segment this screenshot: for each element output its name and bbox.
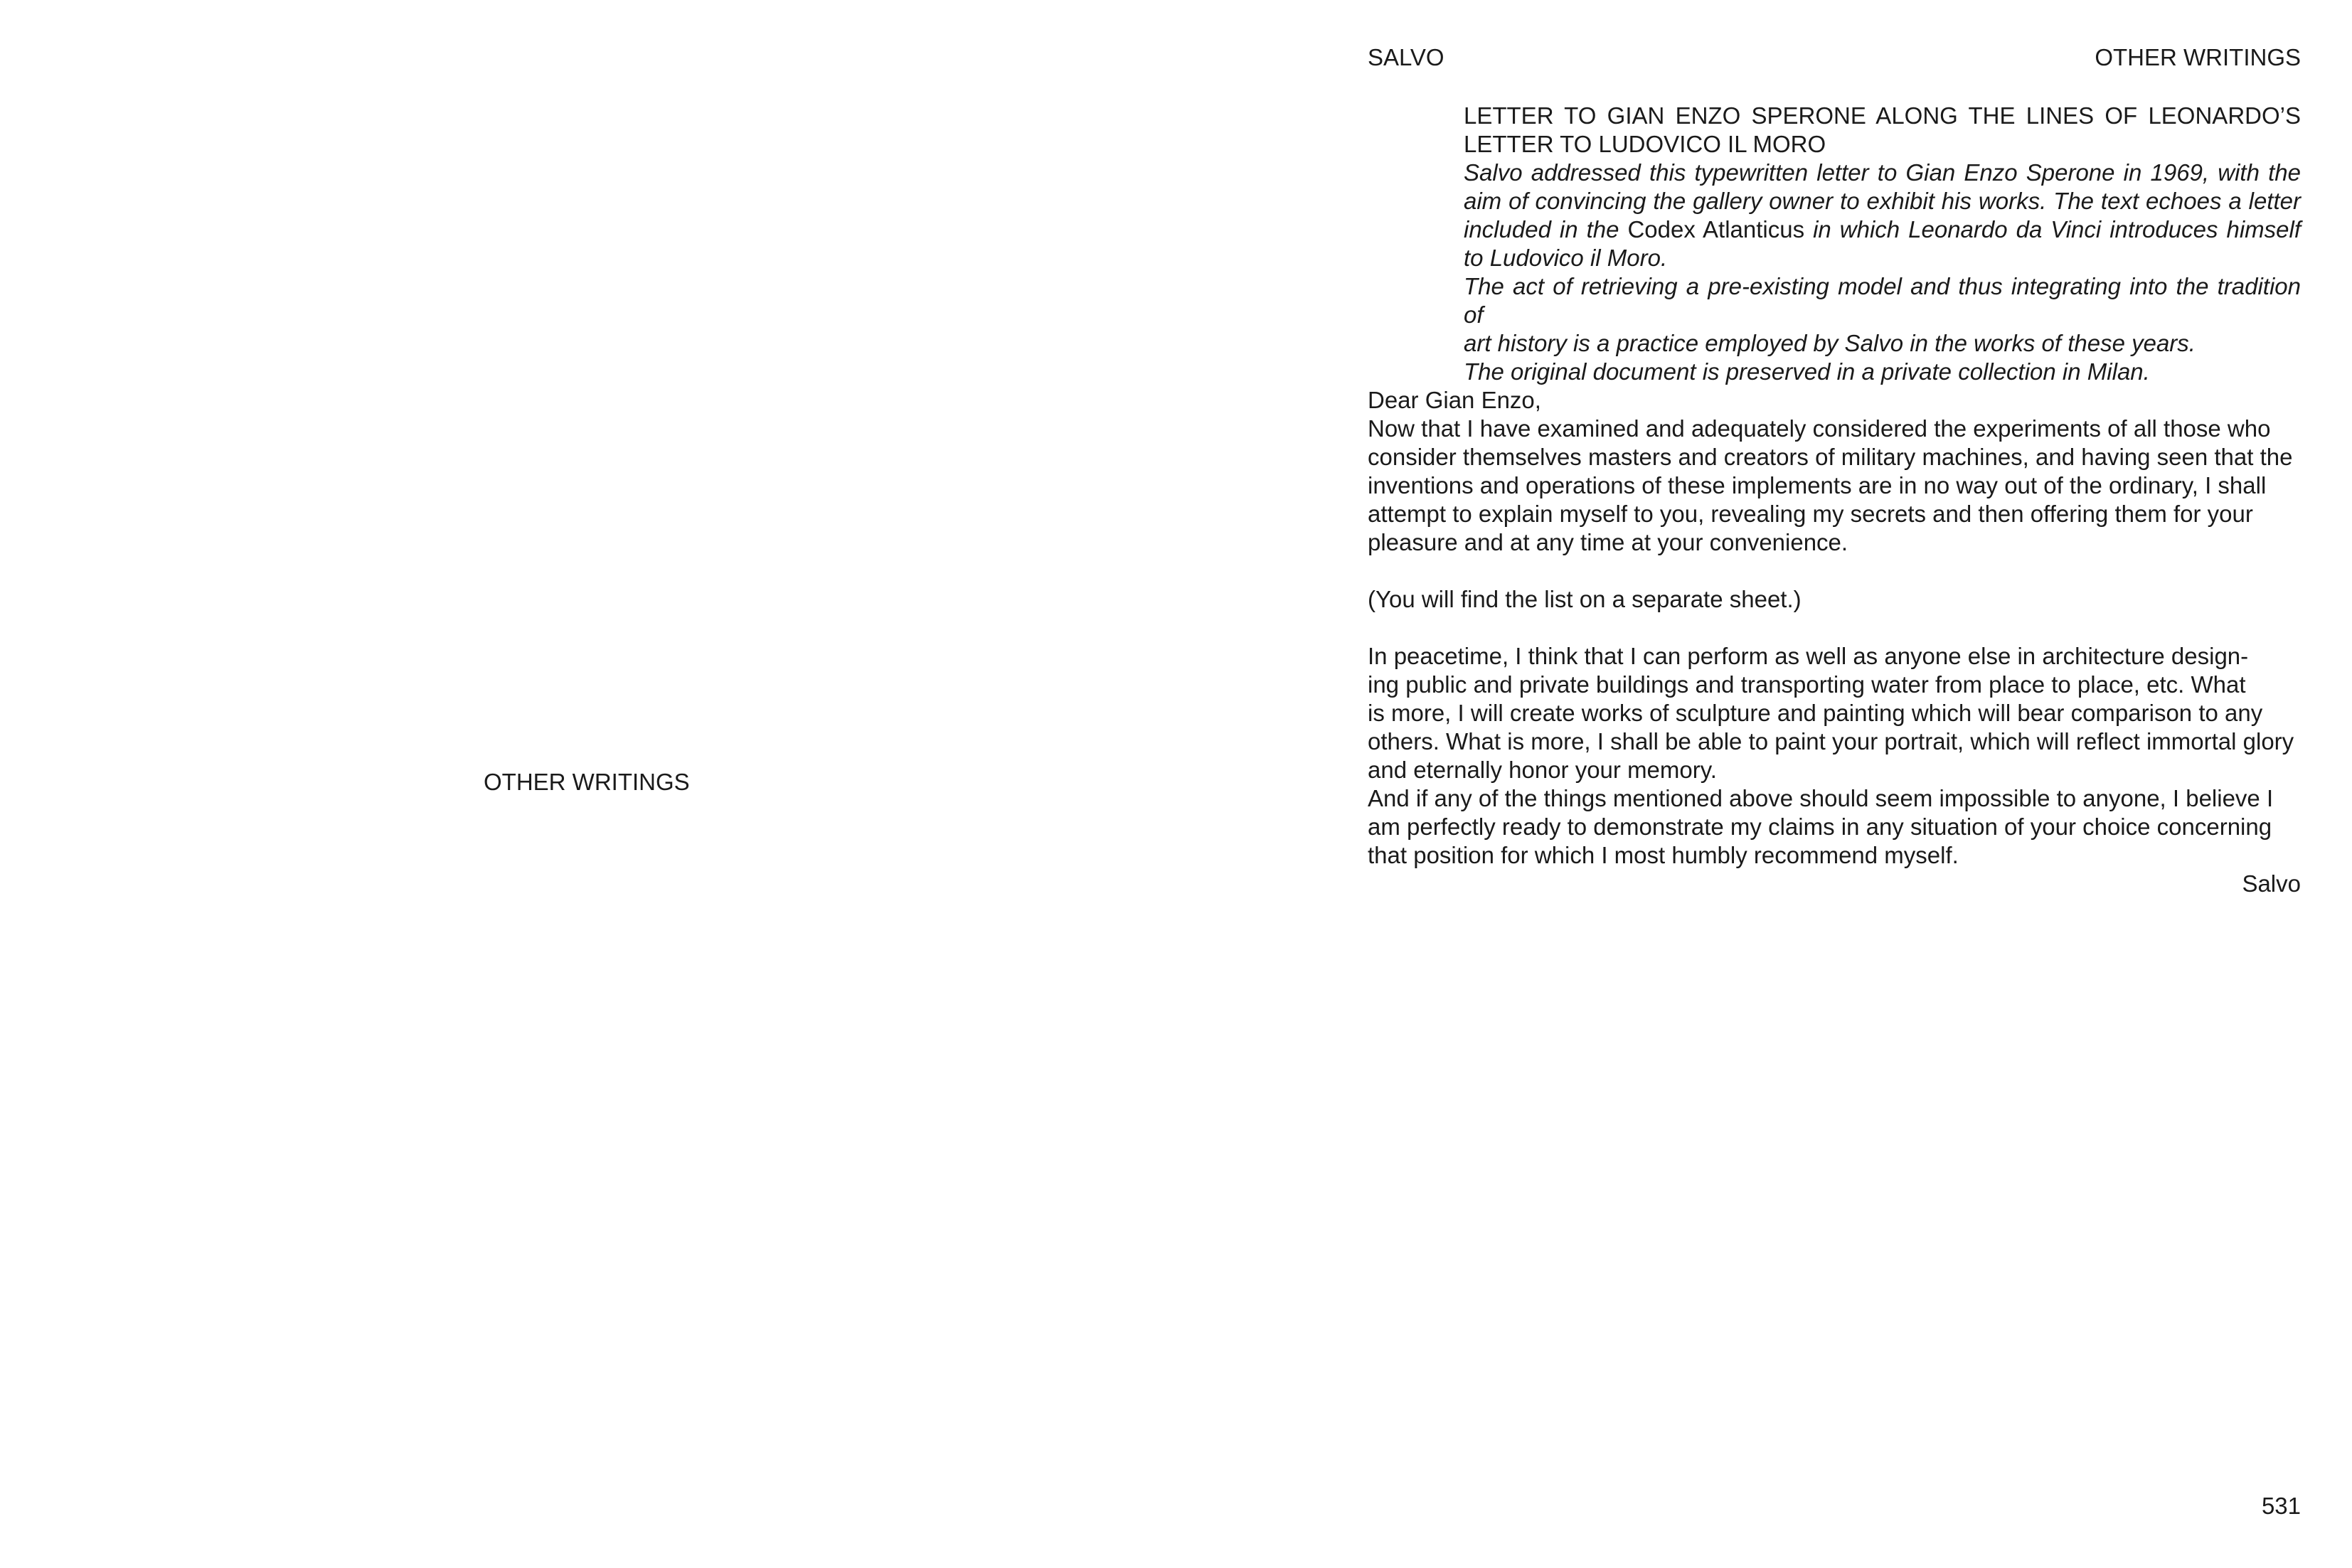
letter-line: And if any of the things mentioned above should seem impossible to anyone, I believe I	[1368, 785, 2274, 811]
intro-line: to Ludovico il Moro.	[1464, 245, 1668, 271]
intro-line: included in the Codex Atlanticus in which Leonardo da Vinci introduces himself	[1464, 216, 2301, 242]
running-header-author: SALVO	[1368, 44, 1444, 70]
title-and-intro-block	[1464, 102, 2301, 386]
letter-line: inventions and operations of these implements are in no way out of the ordinary, I shall	[1368, 472, 2267, 498]
intro-line: art history is a practice employed by Salvo in the works of these years.	[1464, 330, 2196, 356]
letter-line: that position for which I most humbly recommend myself.	[1368, 842, 1959, 868]
running-header-section: OTHER WRITINGS	[2095, 44, 2301, 70]
blank-line	[1368, 557, 2301, 585]
letter-line: consider themselves masters and creators of military machines, and having seen that the	[1368, 444, 2293, 470]
blank-line	[1368, 614, 2301, 642]
letter-line: (You will find the list on a separate sheet.)	[1368, 586, 1802, 612]
letter-line: and eternally honor your memory.	[1368, 757, 1717, 783]
letter-line: Dear Gian Enzo,	[1368, 387, 1541, 413]
letter-line: am perfectly ready to demonstrate my claims in any situation of your choice concerning	[1368, 814, 2272, 840]
intro-line: Salvo addressed this typewritten letter to Gian Enzo Sperone in 1969, with the	[1464, 159, 2301, 186]
letter-line: is more, I will create works of sculpture and painting which will bear comparison to any	[1368, 700, 2263, 726]
title-line: LETTER TO LUDOVICO IL MORO	[1464, 131, 1826, 157]
running-header	[1368, 43, 2301, 72]
letter-line: pleasure and at any time at your convenience.	[1368, 529, 1848, 555]
intro-line: The original document is preserved in a private collection in Milan.	[1464, 358, 2150, 385]
intro-line: The act of retrieving a pre-existing model and thus integrating into the tradition of	[1464, 273, 2301, 328]
letter-line: others. What is more, I shall be able to paint your portrait, which will reflect immortal glory	[1368, 728, 2294, 754]
left-page-section-title: OTHER WRITINGS	[484, 769, 690, 795]
letter-line: Now that I have examined and adequately considered the experiments of all those who	[1368, 415, 2271, 442]
page-number: 531	[2261, 1493, 2301, 1519]
signoff-line: Salvo	[2242, 870, 2301, 897]
letter-body	[1368, 386, 2301, 898]
letter-line: In peacetime, I think that I can perform as well as anyone else in architecture design-	[1368, 643, 2249, 669]
letter-line: ing public and private buildings and transporting water from place to place, etc. What	[1368, 671, 2246, 698]
intro-line: aim of convincing the gallery owner to exhibit his works. The text echoes a letter	[1464, 188, 2301, 214]
title-line: LETTER TO GIAN ENZO SPERONE ALONG THE LINES OF LEONARDO’S	[1464, 102, 2301, 129]
letter-line: attempt to explain myself to you, revealing my secrets and then offering them for your	[1368, 501, 2253, 527]
